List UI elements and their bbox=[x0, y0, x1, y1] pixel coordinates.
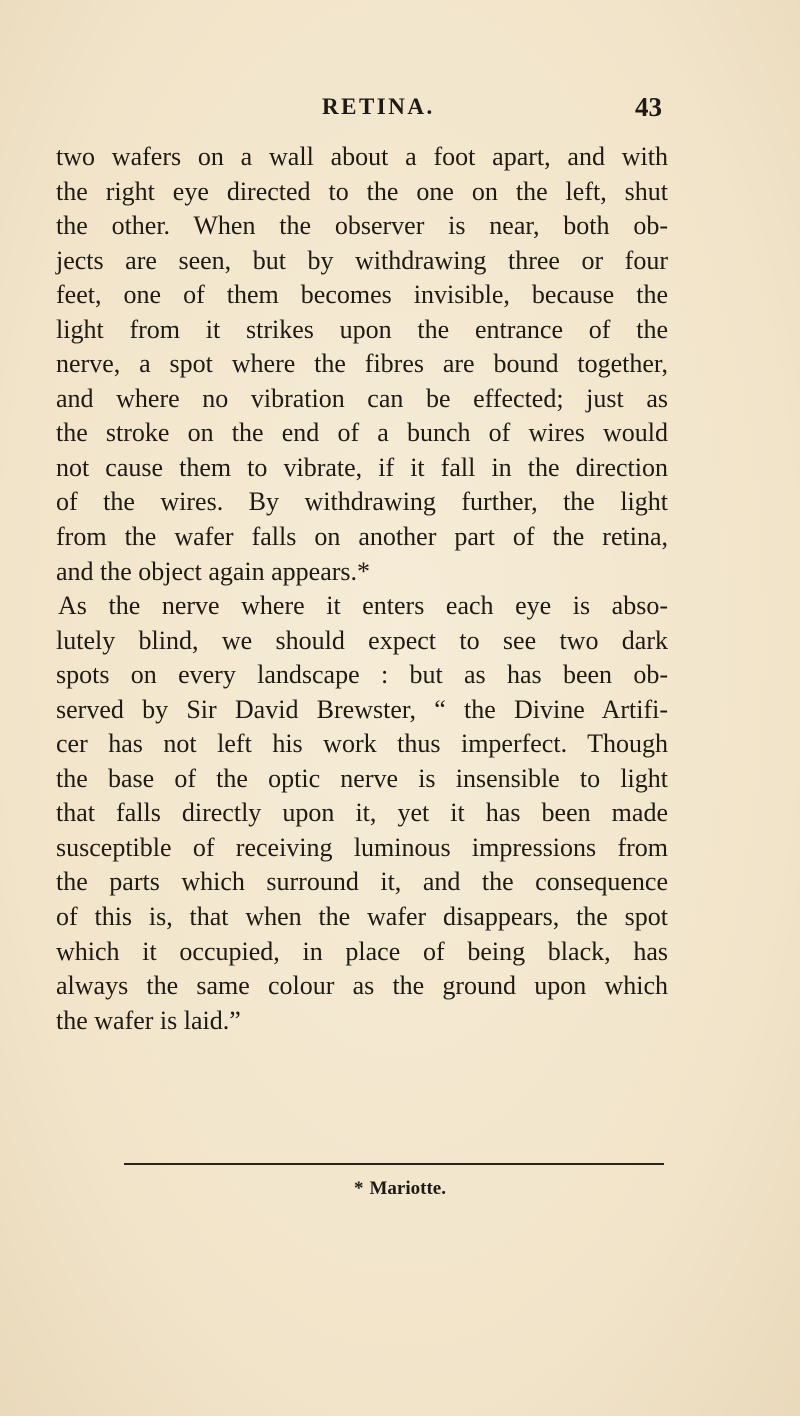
text-line: that falls directly upon it, yet it has been made bbox=[56, 798, 668, 828]
text-line: of the wires. By withdrawing further, the light bbox=[56, 487, 668, 517]
text-line: light from it strikes upon the entrance of the bbox=[56, 314, 668, 344]
text-line: susceptible of receiving luminous impressions from bbox=[56, 832, 668, 862]
text-line: the stroke on the end of a bunch of wires would bbox=[56, 418, 668, 448]
running-head bbox=[322, 94, 662, 130]
text-line: two wafers on a wall about a foot apart, and with bbox=[56, 142, 668, 171]
text-line: nerve, a spot where the fibres are bound together, bbox=[56, 349, 668, 379]
text-line: not cause them to vibrate, if it fall in the direction bbox=[56, 452, 668, 482]
text-line: of this is, that when the wafer disappears, the spot bbox=[56, 902, 668, 932]
text-line: and the object again appears.* bbox=[56, 556, 371, 586]
text-line: feet, one of them becomes invisible, because the bbox=[56, 280, 668, 310]
text-line: the other. When the observer is near, both ob- bbox=[56, 211, 668, 241]
text-line: the parts which surround it, and the consequence bbox=[56, 867, 668, 897]
text-line: cer has not left his work thus imperfect. Though bbox=[56, 729, 668, 759]
text-line: As the nerve where it enters each eye is abso- bbox=[58, 591, 668, 621]
footnote-text: Mariotte. bbox=[369, 1178, 446, 1199]
running-head-title: RETINA. bbox=[322, 94, 435, 119]
text-line: jects are seen, but by withdrawing three or four bbox=[56, 245, 668, 275]
text-line: always the same colour as the ground upon which bbox=[56, 971, 668, 1001]
text-line: the base of the optic nerve is insensible to light bbox=[56, 763, 668, 793]
footnote-marker: * bbox=[354, 1178, 364, 1199]
body-text bbox=[56, 140, 668, 1038]
text-line: which it occupied, in place of being black, has bbox=[56, 936, 668, 966]
text-line: and where no vibration can be effected; just as bbox=[56, 383, 668, 413]
footnote bbox=[0, 1178, 800, 1200]
footnote-rule bbox=[124, 1163, 664, 1165]
text-line: the right eye directed to the one on the left, shut bbox=[56, 176, 668, 206]
text-line: served by Sir David Brewster, “ the Divine Artifi- bbox=[56, 694, 668, 724]
text-line: lutely blind, we should expect to see two dark bbox=[56, 625, 668, 655]
text-line: the wafer is laid.” bbox=[56, 1005, 241, 1035]
text-line: spots on every landscape : but as has been ob- bbox=[56, 660, 668, 690]
text-line: from the wafer falls on another part of the retina, bbox=[56, 522, 668, 552]
page-number: 43 bbox=[635, 92, 662, 122]
